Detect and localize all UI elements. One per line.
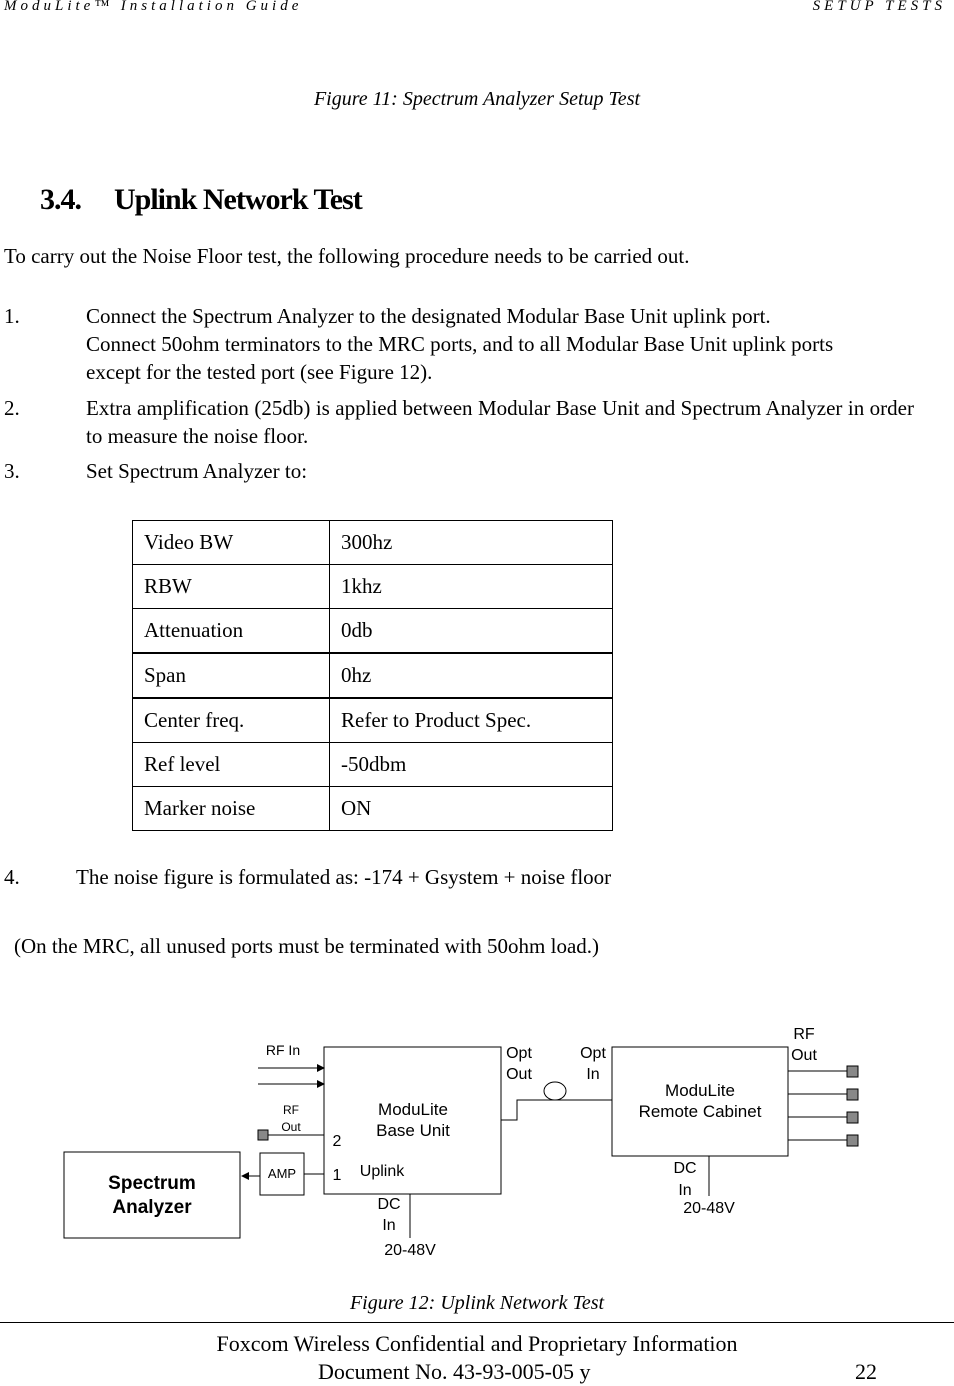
step-4: [4, 865, 612, 890]
step-number: 4.: [4, 865, 20, 889]
step-number: 2.: [4, 396, 20, 420]
base-voltage-label: 20-48V: [384, 1242, 436, 1259]
port-1-number: 1: [332, 1167, 342, 1184]
terminator-icon: [847, 1112, 858, 1123]
value-cell: 1khz: [330, 565, 613, 609]
figure-12-caption: Figure 12: Uplink Network Test: [349, 1292, 605, 1314]
param-cell: Span: [133, 653, 330, 698]
uplink-network-diagram: [0, 1010, 954, 1270]
remote-dc-label-1: DC: [673, 1160, 697, 1177]
table-row: [133, 565, 613, 609]
section-title: Uplink Network Test: [114, 183, 362, 216]
value-cell: Refer to Product Spec.: [330, 698, 613, 743]
optical-fiber-line: [501, 1100, 612, 1120]
value-cell: -50dbm: [330, 743, 613, 787]
step-2: [4, 394, 914, 450]
footer-document-number: Document No. 43-93-005-05 y: [318, 1359, 591, 1384]
remote-cabinet-label-2: Remote Cabinet: [638, 1102, 762, 1121]
table-row: [133, 698, 613, 743]
section-heading: [40, 183, 362, 217]
spectrum-analyzer-settings-table: [132, 520, 613, 831]
spectrum-analyzer-box: [64, 1152, 240, 1238]
table-row: [133, 743, 613, 787]
port-2-number: 2: [332, 1133, 342, 1150]
remote-dc-label-2: In: [678, 1182, 692, 1199]
uplink-label: Uplink: [359, 1163, 405, 1180]
spectrum-analyzer-label-2: Analyzer: [112, 1197, 192, 1218]
step-1-line-3: except for the tested port (see Figure 12).: [86, 360, 433, 384]
param-cell: RBW: [133, 565, 330, 609]
step-number: 1.: [4, 304, 20, 328]
value-cell: 0db: [330, 609, 613, 654]
base-dc-label-2: In: [382, 1217, 396, 1234]
remote-rf-out-label-1: RF: [793, 1026, 815, 1043]
table-row: [133, 653, 613, 698]
footer-confidential: Foxcom Wireless Confidential and Proprietary Information: [216, 1331, 738, 1356]
footer-divider: [0, 1322, 954, 1323]
opt-out-label-1: Opt: [506, 1045, 532, 1062]
base-dc-label-1: DC: [377, 1196, 401, 1213]
rf-in-label: RF In: [265, 1042, 301, 1058]
opt-out-label-2: Out: [506, 1066, 532, 1083]
param-cell: Marker noise: [133, 787, 330, 831]
base-unit-label-1: ModuLite: [378, 1100, 448, 1119]
figure-11-caption: Figure 11: Spectrum Analyzer Setup Test: [313, 88, 641, 110]
value-cell: 300hz: [330, 521, 613, 565]
step-4-text: The noise figure is formulated as: -174 + Gsystem + noise floor: [76, 865, 612, 889]
header-section-name: SETUP TESTS: [812, 0, 946, 14]
step-number: 3.: [4, 459, 20, 483]
table-row: [133, 787, 613, 831]
step-1-line-2: Connect 50ohm terminators to the MRC ports, and to all Modular Base Unit uplink ports: [86, 332, 834, 356]
section-number: 3.4.: [40, 183, 81, 216]
mrc-termination-note: (On the MRC, all unused ports must be terminated with 50ohm load.): [14, 934, 600, 958]
amp-label: AMP: [267, 1166, 297, 1181]
step-1: [4, 302, 914, 386]
opt-in-label-1: Opt: [580, 1045, 606, 1062]
value-cell: ON: [330, 787, 613, 831]
table-row: [133, 521, 613, 565]
table-row: [133, 609, 613, 654]
step-2-text: Extra amplification (25db) is applied between Modular Base Unit and Spectrum Analyzer in order to measure the noise floor.: [86, 396, 914, 448]
rf-out-label-1: RF: [283, 1103, 299, 1117]
terminator-icon: [847, 1066, 858, 1077]
spectrum-analyzer-label-1: Spectrum: [108, 1173, 196, 1194]
param-cell: Video BW: [133, 521, 330, 565]
terminator-icon: [847, 1089, 858, 1100]
opt-in-label-2: In: [586, 1066, 600, 1083]
header-guide-title: ModuLite™ Installation Guide: [4, 0, 303, 14]
remote-cabinet-label-1: ModuLite: [665, 1081, 735, 1100]
remote-voltage-label: 20-48V: [683, 1200, 735, 1217]
param-cell: Ref level: [133, 743, 330, 787]
rf-out-label-2: Out: [281, 1120, 301, 1134]
step-3: [4, 457, 914, 485]
fiber-spool-icon: [544, 1082, 566, 1100]
step-3-text: Set Spectrum Analyzer to:: [86, 459, 308, 483]
terminator-icon: [258, 1130, 268, 1140]
base-unit-label-2: Base Unit: [376, 1121, 450, 1140]
value-cell: 0hz: [330, 653, 613, 698]
terminator-icon: [847, 1135, 858, 1146]
step-1-line-1: Connect the Spectrum Analyzer to the designated Modular Base Unit uplink port.: [86, 304, 771, 328]
param-cell: Attenuation: [133, 609, 330, 654]
param-cell: Center freq.: [133, 698, 330, 743]
remote-rf-out-label-2: Out: [791, 1047, 817, 1064]
intro-paragraph: To carry out the Noise Floor test, the following procedure needs to be carried out.: [4, 244, 690, 268]
footer-page-number: 22: [855, 1359, 877, 1384]
